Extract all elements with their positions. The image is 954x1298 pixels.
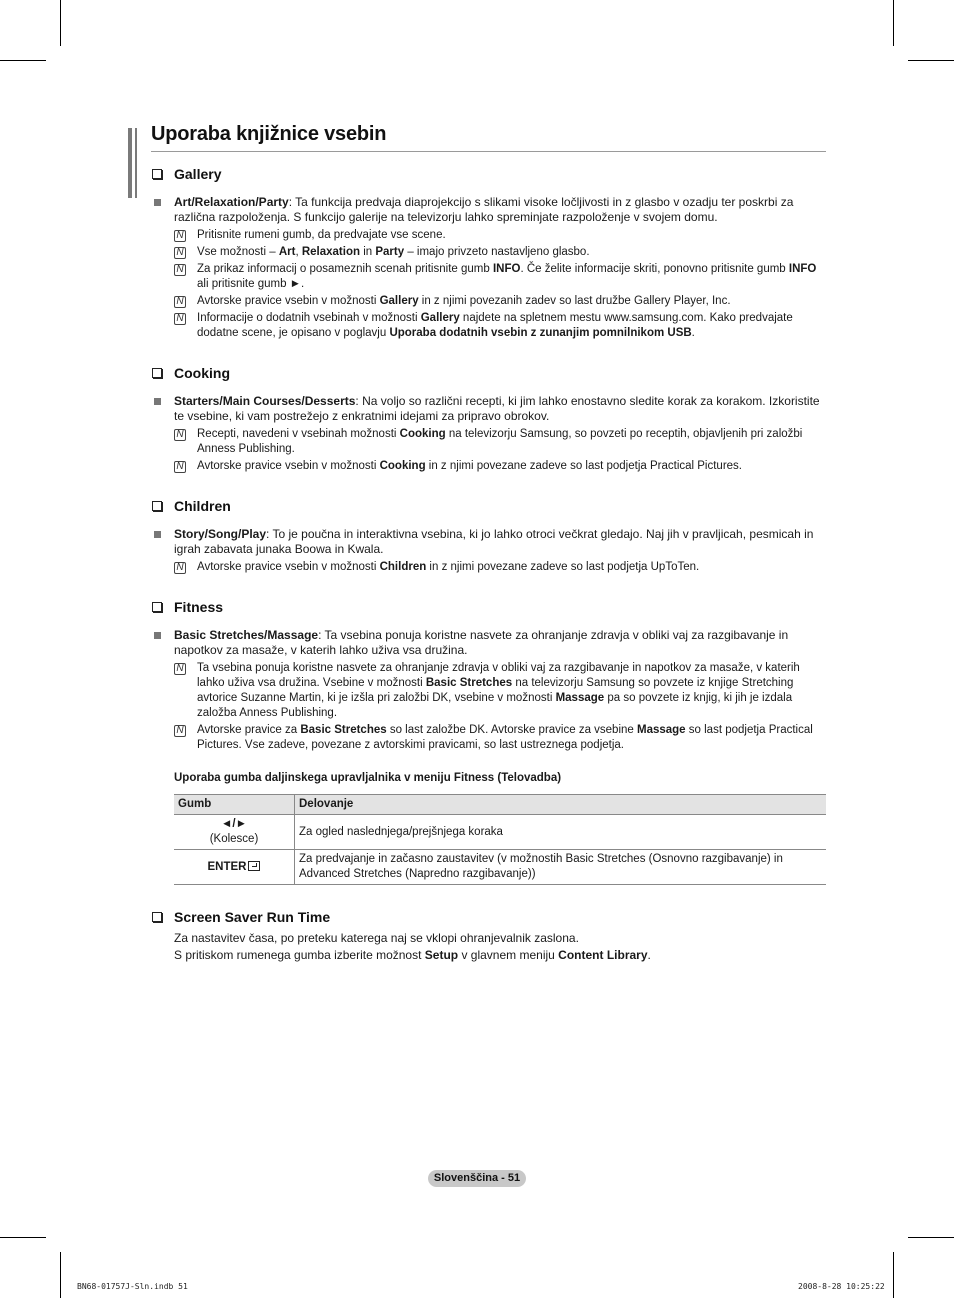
term: Gallery <box>420 312 460 324</box>
section-heading-cooking <box>151 363 826 383</box>
text: . <box>647 948 651 962</box>
term: Children <box>379 561 427 573</box>
square-bullet-icon <box>154 398 161 405</box>
text: Avtorske pravice vsebin v možnosti <box>197 561 380 573</box>
section-heading-fitness <box>151 597 826 617</box>
checkbox-bullet-icon <box>152 912 162 922</box>
text: na televizorju Samsung so povzete iz knjige Stretching avtorice Suzanne Martin, ki je izšla pri založbi DK, vsebine v možnosti <box>197 677 794 704</box>
text: : To je poučna in interaktivna vsebina, ki jo lahko otroci večkrat gledajo. Naj jih v pravljicah, pesmicah in igrah zabavata junaka Boowa in Kwala. <box>174 527 814 556</box>
term: Art <box>278 246 296 258</box>
term: Uporaba dodatnih vsebin z zunanjim pomnilnikom USB <box>389 327 692 339</box>
title-divider <box>151 151 826 152</box>
footer-file-info: BN68-01757J-Sln.indb 51 <box>77 1282 188 1291</box>
term: Setup <box>424 948 459 962</box>
text: so last podjetja Practical Pictures. Vse zadeve, povezane z avtorskimi pravicami, so last ustreznega podjetja. <box>197 724 813 751</box>
text: Ta vsebina ponuja koristne nasvete za ohranjanje zdravja v obliki vaj za razgibavanje in napotkov za masaže, v katerih lahko uživa vsa družina. Vsebine v možnosti <box>197 662 800 689</box>
section-title: Screen Saver Run Time <box>174 909 331 925</box>
crop-mark <box>893 0 894 46</box>
title-accent-bar <box>135 128 137 198</box>
term: Story/Song/Play <box>174 527 267 541</box>
term: Party <box>375 246 405 258</box>
crop-mark <box>908 60 954 61</box>
text: in z njimi povezane zadeve so last podjetja Practical Pictures. <box>425 460 743 472</box>
text: , <box>295 246 302 258</box>
table-row <box>174 850 826 885</box>
text: S pritiskom rumenega gumba izberite možnost <box>174 948 425 962</box>
term: Art/Relaxation/Party <box>174 195 289 209</box>
footer-timestamp: 2008-8-28 10:25:22 <box>798 1282 885 1291</box>
term: Gallery <box>379 295 419 307</box>
gallery-description <box>151 195 826 225</box>
section-heading-screensaver <box>151 907 826 927</box>
table-caption: Uporaba gumba daljinskega upravljalnika v meniju Fitness (Telovadba) <box>174 772 562 784</box>
note-icon <box>174 461 186 473</box>
screensaver-line <box>151 931 826 946</box>
note <box>151 661 826 721</box>
text: Recepti, navedeni v vsebinah možnosti <box>197 428 400 440</box>
table-cell-button <box>174 850 295 885</box>
term: Cooking <box>379 460 426 472</box>
note-icon <box>174 313 186 325</box>
note <box>151 459 826 474</box>
text: Avtorske pravice vsebin v možnosti <box>197 460 380 472</box>
screensaver-line <box>151 948 826 963</box>
note-icon <box>174 562 186 574</box>
term: Massage <box>555 692 605 704</box>
term: INFO <box>788 263 817 275</box>
note <box>151 228 826 243</box>
page-number-badge: Slovenščina - 51 <box>428 1170 526 1187</box>
text: na televizorju Samsung, so povzeti po receptih, objavljenih pri založbi Anness Publishing. <box>197 428 803 455</box>
section-heading-gallery <box>151 164 826 184</box>
term: Massage <box>637 724 686 736</box>
cooking-notes <box>151 427 826 474</box>
section-heading-children <box>151 496 826 516</box>
arrow-buttons-icon: ◄/► <box>221 818 247 830</box>
note <box>151 723 826 753</box>
crop-mark <box>0 1237 46 1238</box>
section-title: Cooking <box>174 365 230 381</box>
square-bullet-icon <box>154 632 161 639</box>
text: v glavnem meniju <box>458 948 559 962</box>
page-title: Uporaba knjižnice vsebin <box>151 123 387 145</box>
text: in z njimi povezane zadeve so last podjetja UpToTen. <box>426 561 700 573</box>
note <box>151 311 826 341</box>
table-header-row <box>174 795 826 815</box>
note <box>151 427 826 457</box>
crop-mark <box>893 1252 894 1298</box>
text: Za nastavitev časa, po preteku katerega naj se vklopi ohranjevalnik zaslona. <box>174 931 579 945</box>
note <box>151 294 826 309</box>
fitness-notes <box>151 661 826 753</box>
note-icon <box>174 725 186 737</box>
section-title: Children <box>174 498 231 514</box>
text: ali pritisnite gumb ►. <box>197 278 305 290</box>
square-bullet-icon <box>154 199 161 206</box>
checkbox-bullet-icon <box>152 169 162 179</box>
note-icon <box>174 429 186 441</box>
text: in z njimi povezanih zadev so last družbe Gallery Player, Inc. <box>418 295 731 307</box>
text: Vse možnosti – <box>197 246 279 258</box>
section-title: Gallery <box>174 166 222 182</box>
checkbox-bullet-icon <box>152 602 162 612</box>
note-icon <box>174 247 186 259</box>
text: Za prikaz informacij o posameznih scenah pritisnite gumb <box>197 263 493 275</box>
text: in <box>360 246 376 258</box>
text: . <box>691 327 695 339</box>
checkbox-bullet-icon <box>152 501 162 511</box>
term: Cooking <box>399 428 446 440</box>
note-icon <box>174 663 186 675</box>
term: INFO <box>492 263 521 275</box>
term: Starters/Main Courses/Desserts <box>174 394 356 408</box>
table-cell-action: Za predvajanje in začasno zaustavitev (v možnostih Basic Stretches (Osnovno razgibavanje) in Advanced Stretches (Napredno razgibavanje)) <box>295 850 827 885</box>
note-icon <box>174 264 186 276</box>
text: – imajo privzeto nastavljeno glasbo. <box>404 246 590 258</box>
text: Avtorske pravice za <box>197 724 301 736</box>
term: Basic Stretches/Massage <box>174 628 319 642</box>
main-content <box>151 164 826 963</box>
note <box>151 560 826 575</box>
term: Content Library <box>558 948 648 962</box>
text: Informacije o dodatnih vsebinah v možnosti <box>197 312 421 324</box>
note <box>151 262 826 292</box>
crop-mark <box>60 1252 61 1298</box>
square-bullet-icon <box>154 531 161 538</box>
crop-mark <box>0 60 46 61</box>
text: so last založbe DK. Avtorske pravice za vsebine <box>386 724 637 736</box>
text: . Če želite informacije skriti, ponovno pritisnite gumb <box>520 263 789 275</box>
text: : Ta vsebina ponuja koristne nasvete za ohranjanje zdravja v obliki vaj za razgibavanje in napotkov za masaže, v katerih lahko uživa vsa družina. <box>174 628 789 657</box>
text: pa so povzete iz knjig, ki jih je izdala založba Anness Publishing. <box>197 692 793 719</box>
children-description <box>151 527 826 557</box>
crop-mark <box>60 0 61 46</box>
term: Relaxation <box>301 246 361 258</box>
note-icon <box>174 296 186 308</box>
note-icon <box>174 230 186 242</box>
remote-buttons-table <box>174 794 826 885</box>
children-notes <box>151 560 826 575</box>
enter-icon <box>248 861 260 871</box>
fitness-description <box>151 628 826 658</box>
table-header: Delovanje <box>295 795 827 815</box>
button-sub-label: (Kolesce) <box>209 833 259 845</box>
term: Basic Stretches <box>300 724 387 736</box>
checkbox-bullet-icon <box>152 368 162 378</box>
text: Pritisnite rumeni gumb, da predvajate vse scene. <box>197 229 446 241</box>
enter-button-label: ENTER <box>207 860 247 873</box>
section-title: Fitness <box>174 599 224 615</box>
title-accent-bar <box>128 128 132 198</box>
table-cell-action: Za ogled naslednjega/prejšnjega koraka <box>295 815 827 850</box>
table-header: Gumb <box>174 795 295 815</box>
text: najdete na spletnem mestu www.samsung.com. Kako predvajate dodatne scene, je opisano v poglavju <box>197 312 793 339</box>
cooking-description <box>151 394 826 424</box>
text: : Ta funkcija predvaja diaprojekcijo s slikami visoke ločljivosti in z glasbo v ozadju ter poskrbi za različna razpoloženja. S funkcijo galerije na televizorju lahko spreminjate razpoloženje v svojem domu. <box>174 195 794 224</box>
table-cell-button <box>174 815 295 850</box>
table-row <box>174 815 826 850</box>
text: Avtorske pravice vsebin v možnosti <box>197 295 380 307</box>
text: : Na voljo so različni recepti, ki jim lahko enostavno sledite korak za korakom. Izkoristite te vsebine, ki vam postrežejo z enkratnimi idejami za pripravo obrokov. <box>174 394 820 423</box>
note <box>151 245 826 260</box>
crop-mark <box>908 1237 954 1238</box>
term: Basic Stretches <box>425 677 513 689</box>
gallery-notes <box>151 228 826 341</box>
